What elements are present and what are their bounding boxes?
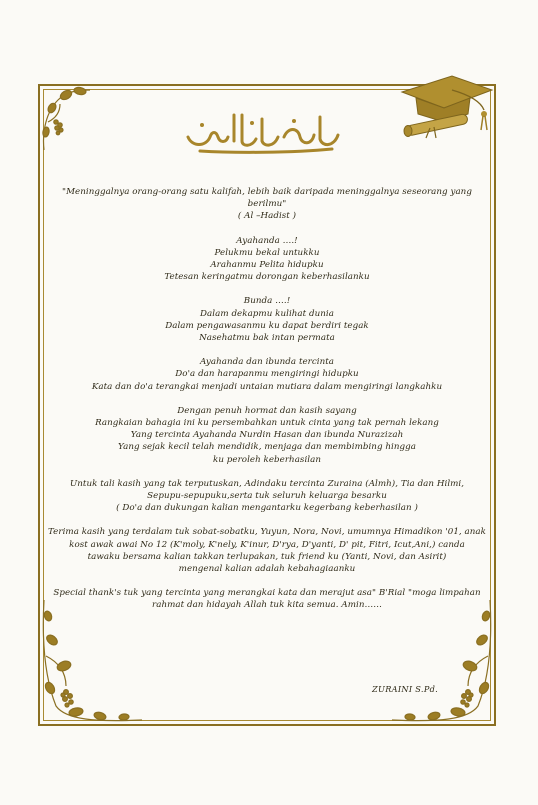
parents-line: Kata dan do'a terangkai menjadi untaian mutiara dalam mengiringi langkahku [91,381,443,392]
grape-vine-ornament-top-left [36,82,96,152]
dedication-line: Rangkaian bahagia ini ku persembahkan untuk cinta yang tak pernah lekang [95,418,439,429]
dedication-line: Dengan penuh hormat dan kasih sayang [177,405,357,416]
bunda-title: Bunda ….! [243,296,291,307]
friends-line: kost awak awai No 12 (K'moly, K'nely, K'inur, D'rya, D'yanti, D' pit, Fitri, Icut,Ani,) canda [69,539,465,550]
hadith-source: ( Al –Hadist ) [237,211,297,222]
bunda-line: Dalam dekapmu kulihat dunia [200,308,334,319]
friends-line: tawaku bersama kalian takkan terlupakan, tuk friend ku (Yanti, Novi, dan Asirit) [87,551,447,562]
parents-line: Do'a dan harapanmu mengiringi hidupku [175,369,359,380]
family-line: ( Do'a dan dukungan kalian mengantarku kegerbang keberhasilan ) [116,503,418,514]
family-line: Untuk tali kasih yang tak terputuskan, Adindaku tercinta Zuraina (Almh), Tia dan Hilmi, [69,478,465,489]
dedication-line: Yang sejak kecil telah mendidik, menjaga dan membimbing hingga [118,442,416,453]
dedication-line: Yang tercinta Ayahanda Nurdin Hasan dan ibunda Nurazizah [130,430,404,441]
thanks-line: Special thank's tuk yang tercinta yang merangkai kata dan merajut asa" B'Rial "moga limpahan [53,588,481,599]
ayahanda-line: Pelukmu bekal untukku [214,247,320,258]
friends-line: mengenal kalian adalah kebahagiaanku [178,564,356,575]
dedication-line: ku peroleh keberhasilan [213,454,321,465]
signature: ZURAINI S.Pd. [372,684,439,694]
parents-line: Ayahanda dan ibunda tercinta [199,357,335,368]
thanks-line: rahmat dan hidayah Allah tuk kita semua. Amin…… [152,600,382,611]
bismillah-calligraphy [182,107,342,155]
grape-vine-ornament-bottom-left [36,596,146,726]
grape-vine-ornament-bottom-right [388,596,498,726]
friends-line: Terima kasih yang terdalam tuk sobat-sobatku, Yuyun, Nora, Novi, umumnya Himadikon '01, anak [48,527,486,538]
family-line: Sepupu-sepupuku,serta tuk seluruh keluarga besarku [147,491,387,502]
hadith-quote: "Meninggalnya orang-orang satu kalifah, lebih baik daripada meninggalnya seseorang yang berilmu" [62,187,472,210]
graduation-cap-icon [396,70,496,142]
bunda-line: Nasehatmu bak intan permata [199,333,335,344]
ayahanda-line: Tetesan keringatmu dorongan keberhasilanku [164,272,370,283]
dedication-text [48,186,486,612]
ayahanda-title: Ayahanda ….! [236,235,298,246]
ayahanda-line: Arahanmu Pelita hidupku [210,260,324,271]
bunda-line: Dalam pengawasanmu ku dapat berdiri tegak [165,320,369,331]
